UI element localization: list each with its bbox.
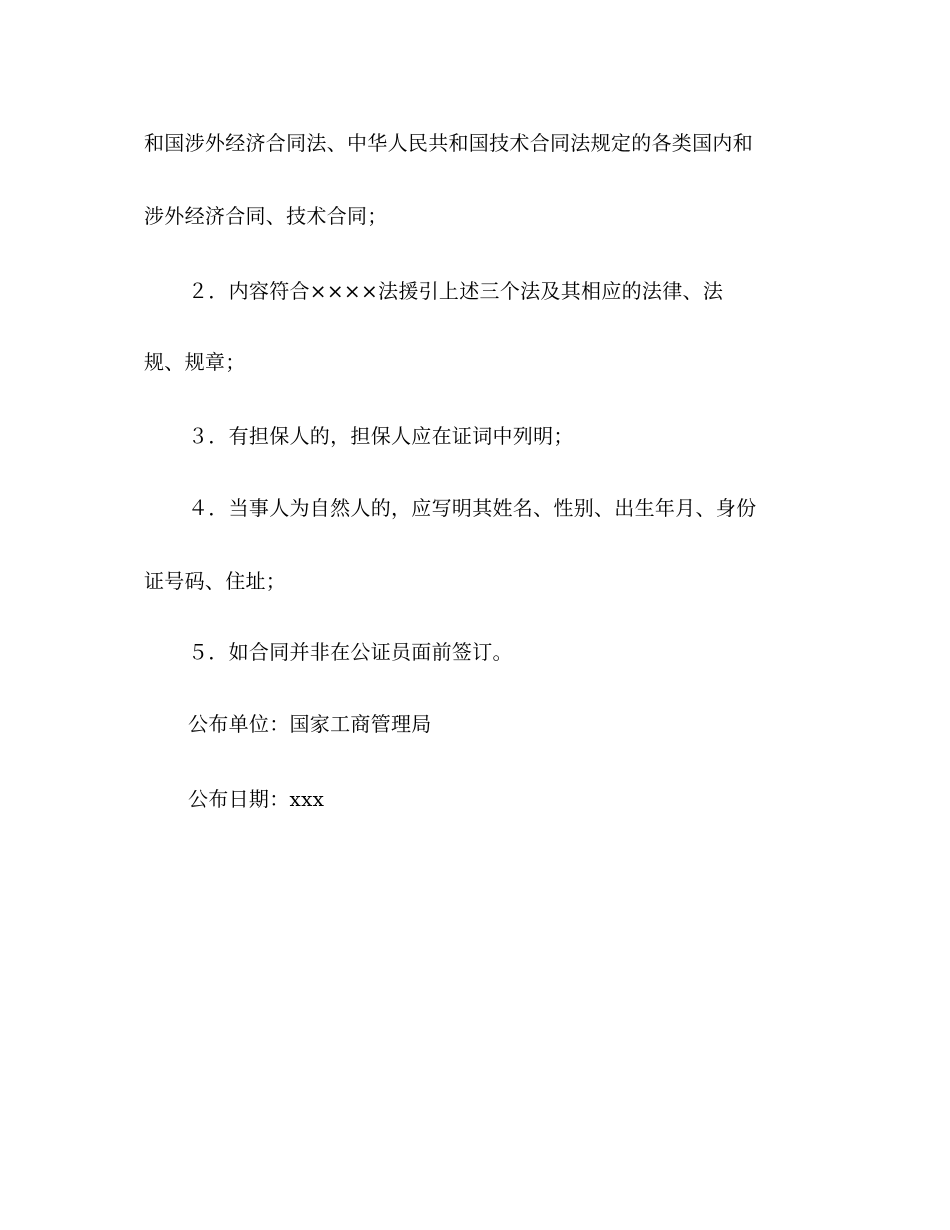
paragraph-line-2: 涉外经济合同、技术合同； xyxy=(144,204,388,228)
paragraph-line-1: 和国涉外经济合同法、中华人民共和国技术合同法规定的各类国内和 xyxy=(144,131,753,155)
list-item-2-line-1: ２．内容符合××××法援引上述三个法及其相应的法律、法 xyxy=(188,279,724,303)
publishing-unit: 公布单位：国家工商管理局 xyxy=(188,712,432,736)
list-item-4-line-2: 证号码、住址； xyxy=(144,569,287,593)
list-item-2-line-2: 规、规章； xyxy=(144,350,246,374)
publishing-date: 公布日期：xxx xyxy=(188,787,325,811)
list-item-4-line-1: ４．当事人为自然人的，应写明其姓名、性别、出生年月、身份 xyxy=(188,496,757,520)
list-item-3: ３．有担保人的，担保人应在证词中列明； xyxy=(188,424,574,448)
list-item-5: ５．如合同并非在公证员面前签订。 xyxy=(188,640,513,664)
